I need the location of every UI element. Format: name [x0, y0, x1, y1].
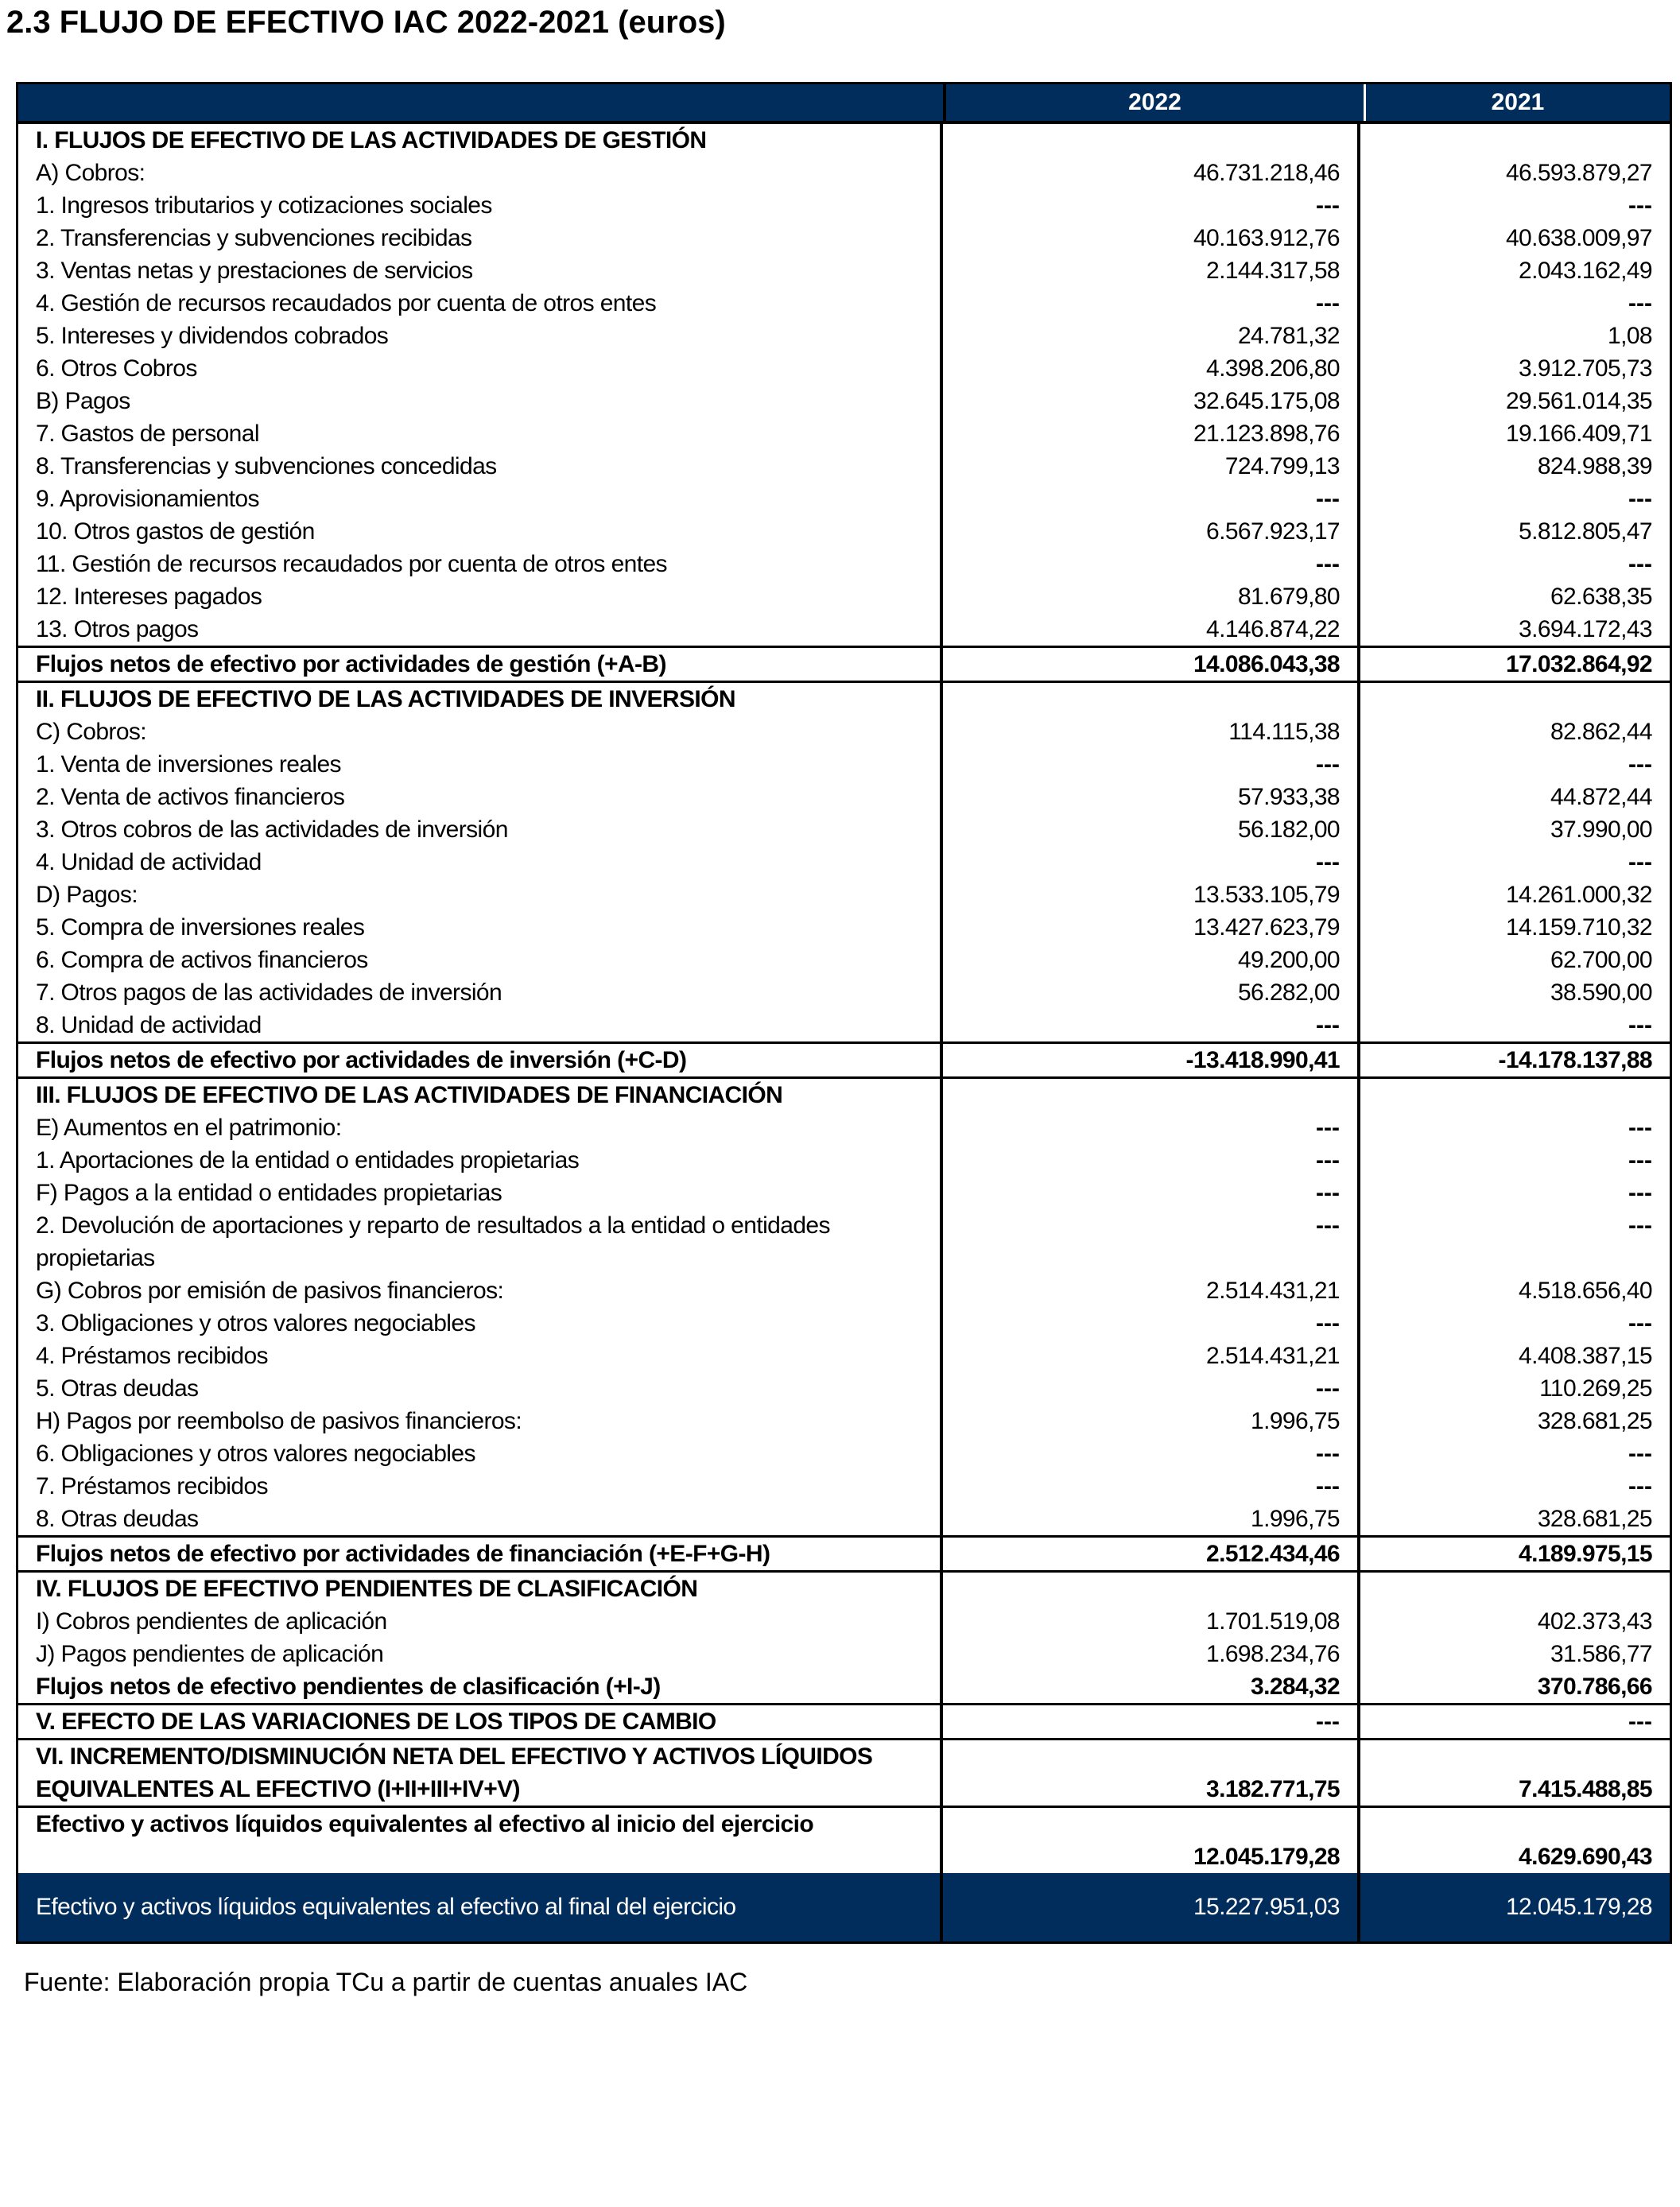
table-section — [18, 1808, 1670, 1873]
row-label: C) Cobros: — [36, 719, 147, 745]
value-2021: 31.586,77 — [1550, 1641, 1652, 1667]
value-2022: -13.418.990,41 — [1185, 1047, 1340, 1073]
value-2021: 14.159.710,32 — [1505, 914, 1652, 941]
row-label: 1. Aportaciones de la entidad o entidades propietarias — [36, 1147, 580, 1173]
value-2021: 46.593.879,27 — [1505, 160, 1652, 186]
value-2021: --- — [1628, 1310, 1652, 1336]
value-2022: --- — [1316, 1180, 1340, 1206]
value-2021: --- — [1628, 849, 1652, 875]
value-2022: --- — [1316, 1473, 1340, 1499]
value-2022: --- — [1316, 290, 1340, 316]
value-2022: 1.698.234,76 — [1206, 1641, 1340, 1667]
value-2022: 2.512.434,46 — [1206, 1541, 1340, 1567]
value-2022: 2.144.317,58 — [1206, 258, 1340, 284]
row-label: 8. Unidad de actividad — [36, 1012, 262, 1038]
value-2022: --- — [1316, 486, 1340, 512]
row-label: Flujos netos de efectivo por actividades de gestión (+A-B) — [36, 651, 666, 677]
row-label: 5. Intereses y dividendos cobrados — [36, 323, 389, 349]
row-label: B) Pagos — [36, 388, 130, 414]
row-label: 1. Venta de inversiones reales — [36, 751, 341, 778]
value-2022: 2.514.431,21 — [1206, 1278, 1340, 1304]
value-2022: 57.933,38 — [1237, 784, 1340, 810]
row-label: 11. Gestión de recursos recaudados por cuenta de otros entes — [36, 551, 667, 577]
value-2021: 328.681,25 — [1537, 1506, 1652, 1532]
value-2022: 3.284,32 — [1251, 1674, 1340, 1700]
row-label: 10. Otros gastos de gestión — [36, 518, 315, 545]
row-label: 8. Otras deudas — [36, 1506, 199, 1532]
value-2021: 44.872,44 — [1550, 784, 1652, 810]
value-2021: --- — [1628, 1441, 1652, 1467]
row-label: 5. Compra de inversiones reales — [36, 914, 365, 941]
row-label: 2. Transferencias y subvenciones recibidas — [36, 225, 472, 251]
row-label: Efectivo y activos líquidos equivalentes al efectivo al inicio del ejercicio — [36, 1811, 814, 1837]
cash-flow-table — [16, 82, 1672, 1944]
table-section — [18, 124, 1670, 648]
value-2021: --- — [1628, 192, 1652, 219]
value-2021 — [1360, 1079, 1652, 1111]
row-label: D) Pagos: — [36, 882, 138, 908]
table-section — [18, 1740, 1670, 1808]
value-2021: 17.032.864,92 — [1505, 651, 1652, 677]
value-2022: 49.200,00 — [1237, 947, 1340, 973]
value-2022: --- — [1316, 192, 1340, 219]
value-2022: --- — [1316, 1375, 1340, 1402]
value-2022: 56.182,00 — [1237, 816, 1340, 843]
value-2021: 1,08 — [1608, 323, 1652, 349]
final-value-2021: 12.045.179,28 — [1505, 1894, 1652, 1920]
value-2022: --- — [1316, 1115, 1340, 1141]
row-label: 12. Intereses pagados — [36, 584, 262, 610]
row-label: I) Cobros pendientes de aplicación — [36, 1608, 387, 1635]
value-2022: --- — [1316, 751, 1340, 778]
row-label: 6. Compra de activos financieros — [36, 947, 368, 973]
value-2021: 4.518.656,40 — [1519, 1278, 1652, 1304]
value-2021: 38.590,00 — [1550, 979, 1652, 1006]
table-section — [18, 1573, 1670, 1705]
value-2021: 328.681,25 — [1537, 1408, 1652, 1434]
value-2022 — [943, 1079, 1340, 1111]
table-section — [18, 1044, 1670, 1079]
value-2022: --- — [1316, 1147, 1340, 1173]
row-label: V. EFECTO DE LAS VARIACIONES DE LOS TIPOS DE CAMBIO — [36, 1709, 716, 1735]
row-label: 13. Otros pagos — [36, 616, 199, 642]
value-2021: 29.561.014,35 — [1505, 388, 1652, 414]
value-2021: 62.700,00 — [1550, 947, 1652, 973]
value-2021: 4.408.387,15 — [1519, 1343, 1652, 1369]
value-2022: 14.086.043,38 — [1193, 651, 1340, 677]
row-label: J) Pagos pendientes de aplicación — [36, 1641, 384, 1667]
row-label: G) Cobros por emisión de pasivos financieros: — [36, 1278, 504, 1304]
value-2021: 4.189.975,15 — [1519, 1541, 1652, 1567]
table-section — [18, 1079, 1670, 1538]
value-2021: 3.912.705,73 — [1519, 355, 1652, 382]
value-2021: --- — [1628, 486, 1652, 512]
value-2022: 2.514.431,21 — [1206, 1343, 1340, 1369]
value-2022: 46.731.218,46 — [1193, 160, 1340, 186]
value-2021: 370.786,66 — [1537, 1674, 1652, 1700]
value-2021: --- — [1628, 1012, 1652, 1038]
value-2021 — [1360, 683, 1652, 716]
value-2022: 13.427.623,79 — [1193, 914, 1340, 941]
value-2021: --- — [1628, 1147, 1652, 1173]
value-2021: 2.043.162,49 — [1519, 258, 1652, 284]
row-label: 7. Otros pagos de las actividades de inversión — [36, 979, 502, 1006]
value-2021: --- — [1628, 1180, 1652, 1206]
value-2021: --- — [1628, 1473, 1652, 1499]
value-2022: 13.533.105,79 — [1193, 882, 1340, 908]
row-label: A) Cobros: — [36, 160, 145, 186]
value-2021: 37.990,00 — [1550, 816, 1652, 843]
value-2022: 32.645.175,08 — [1193, 388, 1340, 414]
value-2021: 7.415.488,85 — [1519, 1776, 1652, 1802]
value-2022: 21.123.898,76 — [1193, 421, 1340, 447]
row-label: 2. Devolución de aportaciones y reparto de resultados a la entidad o entidades propietarias — [36, 1212, 830, 1271]
table-header — [18, 84, 1670, 124]
final-label: Efectivo y activos líquidos equivalentes al efectivo al final del ejercicio — [36, 1894, 736, 1920]
value-2022: 1.701.519,08 — [1206, 1608, 1340, 1635]
row-label: 4. Préstamos recibidos — [36, 1343, 268, 1369]
table-section — [18, 1538, 1670, 1573]
value-2022: --- — [1316, 551, 1340, 577]
value-2022: 40.163.912,76 — [1193, 225, 1340, 251]
value-2021: 402.373,43 — [1537, 1608, 1652, 1635]
row-label: Flujos netos de efectivo pendientes de clasificación (+I-J) — [36, 1674, 661, 1700]
row-label: VI. INCREMENTO/DISMINUCIÓN NETA DEL EFECTIVO Y ACTIVOS LÍQUIDOS EQUIVALENTES AL EFECTIVO (I+II+III+IV+V) — [36, 1743, 873, 1802]
header-2022: 2022 — [946, 84, 1366, 121]
value-2021: 14.261.000,32 — [1505, 882, 1652, 908]
value-2022 — [943, 124, 1340, 157]
row-label: III. FLUJOS DE EFECTIVO DE LAS ACTIVIDADES DE FINANCIACIÓN — [36, 1082, 783, 1108]
page-title: 2.3 FLUJO DE EFECTIVO IAC 2022-2021 (euros) — [6, 5, 726, 40]
value-2022: 114.115,38 — [1228, 719, 1340, 745]
value-2022: --- — [1316, 1709, 1340, 1735]
value-2022: 724.799,13 — [1224, 453, 1340, 479]
row-label: 7. Préstamos recibidos — [36, 1473, 268, 1499]
value-2021: 19.166.409,71 — [1505, 421, 1652, 447]
row-label: 3. Otros cobros de las actividades de inversión — [36, 816, 508, 843]
row-label: H) Pagos por reembolso de pasivos financieros: — [36, 1408, 522, 1434]
value-2021: --- — [1628, 551, 1652, 577]
value-2021: --- — [1628, 751, 1652, 778]
row-label: IV. FLUJOS DE EFECTIVO PENDIENTES DE CLASIFICACIÓN — [36, 1576, 698, 1602]
table-section — [18, 648, 1670, 683]
value-2021 — [1360, 1573, 1652, 1605]
row-label: E) Aumentos en el patrimonio: — [36, 1115, 342, 1141]
value-2021: 40.638.009,97 — [1505, 225, 1652, 251]
value-2022: 4.146.874,22 — [1206, 616, 1340, 642]
value-2022: --- — [1316, 1310, 1340, 1336]
source-note: Fuente: Elaboración propia TCu a partir de cuentas anuales IAC — [24, 1968, 748, 1996]
row-label: 8. Transferencias y subvenciones concedidas — [36, 453, 497, 479]
value-2022: 1.996,75 — [1251, 1506, 1340, 1532]
value-2021 — [1360, 124, 1652, 157]
value-2021: --- — [1628, 1709, 1652, 1735]
row-label: 9. Aprovisionamientos — [36, 486, 259, 512]
value-2021: 82.862,44 — [1550, 719, 1652, 745]
table-section — [18, 1705, 1670, 1740]
value-2022: --- — [1316, 849, 1340, 875]
value-2021: -14.178.137,88 — [1498, 1047, 1652, 1073]
final-value-2022: 15.227.951,03 — [1193, 1894, 1340, 1920]
row-label: F) Pagos a la entidad o entidades propietarias — [36, 1180, 502, 1206]
value-2022: --- — [1316, 1441, 1340, 1467]
row-label: Flujos netos de efectivo por actividades de financiación (+E-F+G-H) — [36, 1541, 770, 1567]
row-label: 4. Unidad de actividad — [36, 849, 262, 875]
value-2021: 5.812.805,47 — [1519, 518, 1652, 545]
final-balance-row — [18, 1873, 1670, 1941]
row-label: I. FLUJOS DE EFECTIVO DE LAS ACTIVIDADES DE GESTIÓN — [36, 127, 707, 153]
value-2022: --- — [1316, 1012, 1340, 1038]
value-2021: --- — [1628, 1212, 1652, 1239]
row-label: 1. Ingresos tributarios y cotizaciones sociales — [36, 192, 492, 219]
table-section — [18, 683, 1670, 1044]
row-label: II. FLUJOS DE EFECTIVO DE LAS ACTIVIDADES DE INVERSIÓN — [36, 686, 735, 712]
value-2022 — [943, 1573, 1340, 1605]
value-2022: 4.398.206,80 — [1206, 355, 1340, 382]
value-2021: 4.629.690,43 — [1519, 1844, 1652, 1870]
row-label: 2. Venta de activos financieros — [36, 784, 345, 810]
row-label: 6. Otros Cobros — [36, 355, 197, 382]
row-label: 3. Ventas netas y prestaciones de servicios — [36, 258, 473, 284]
value-2021: --- — [1628, 1115, 1652, 1141]
row-label: 7. Gastos de personal — [36, 421, 259, 447]
table-body — [18, 124, 1670, 1873]
value-2022: 24.781,32 — [1237, 323, 1340, 349]
value-2021: 824.988,39 — [1537, 453, 1652, 479]
row-label: 4. Gestión de recursos recaudados por cuenta de otros entes — [36, 290, 657, 316]
value-2022: 12.045.179,28 — [1193, 1844, 1340, 1870]
value-2022: 56.282,00 — [1237, 979, 1340, 1006]
row-label: Flujos netos de efectivo por actividades de inversión (+C-D) — [36, 1047, 687, 1073]
value-2021: 3.694.172,43 — [1519, 616, 1652, 642]
row-label: 6. Obligaciones y otros valores negociables — [36, 1441, 475, 1467]
value-2021: 110.269,25 — [1539, 1375, 1652, 1402]
value-2022: 6.567.923,17 — [1206, 518, 1340, 545]
value-2022: 81.679,80 — [1237, 584, 1340, 610]
value-2022: 3.182.771,75 — [1206, 1776, 1340, 1802]
value-2022 — [943, 683, 1340, 716]
value-2022: 1.996,75 — [1251, 1408, 1340, 1434]
value-2022: --- — [1316, 1212, 1340, 1239]
value-2021: --- — [1628, 290, 1652, 316]
row-label: 3. Obligaciones y otros valores negociables — [36, 1310, 475, 1336]
value-2021: 62.638,35 — [1550, 584, 1652, 610]
header-label-cell — [18, 84, 946, 121]
row-label: 5. Otras deudas — [36, 1375, 199, 1402]
header-2021: 2021 — [1491, 89, 1545, 115]
